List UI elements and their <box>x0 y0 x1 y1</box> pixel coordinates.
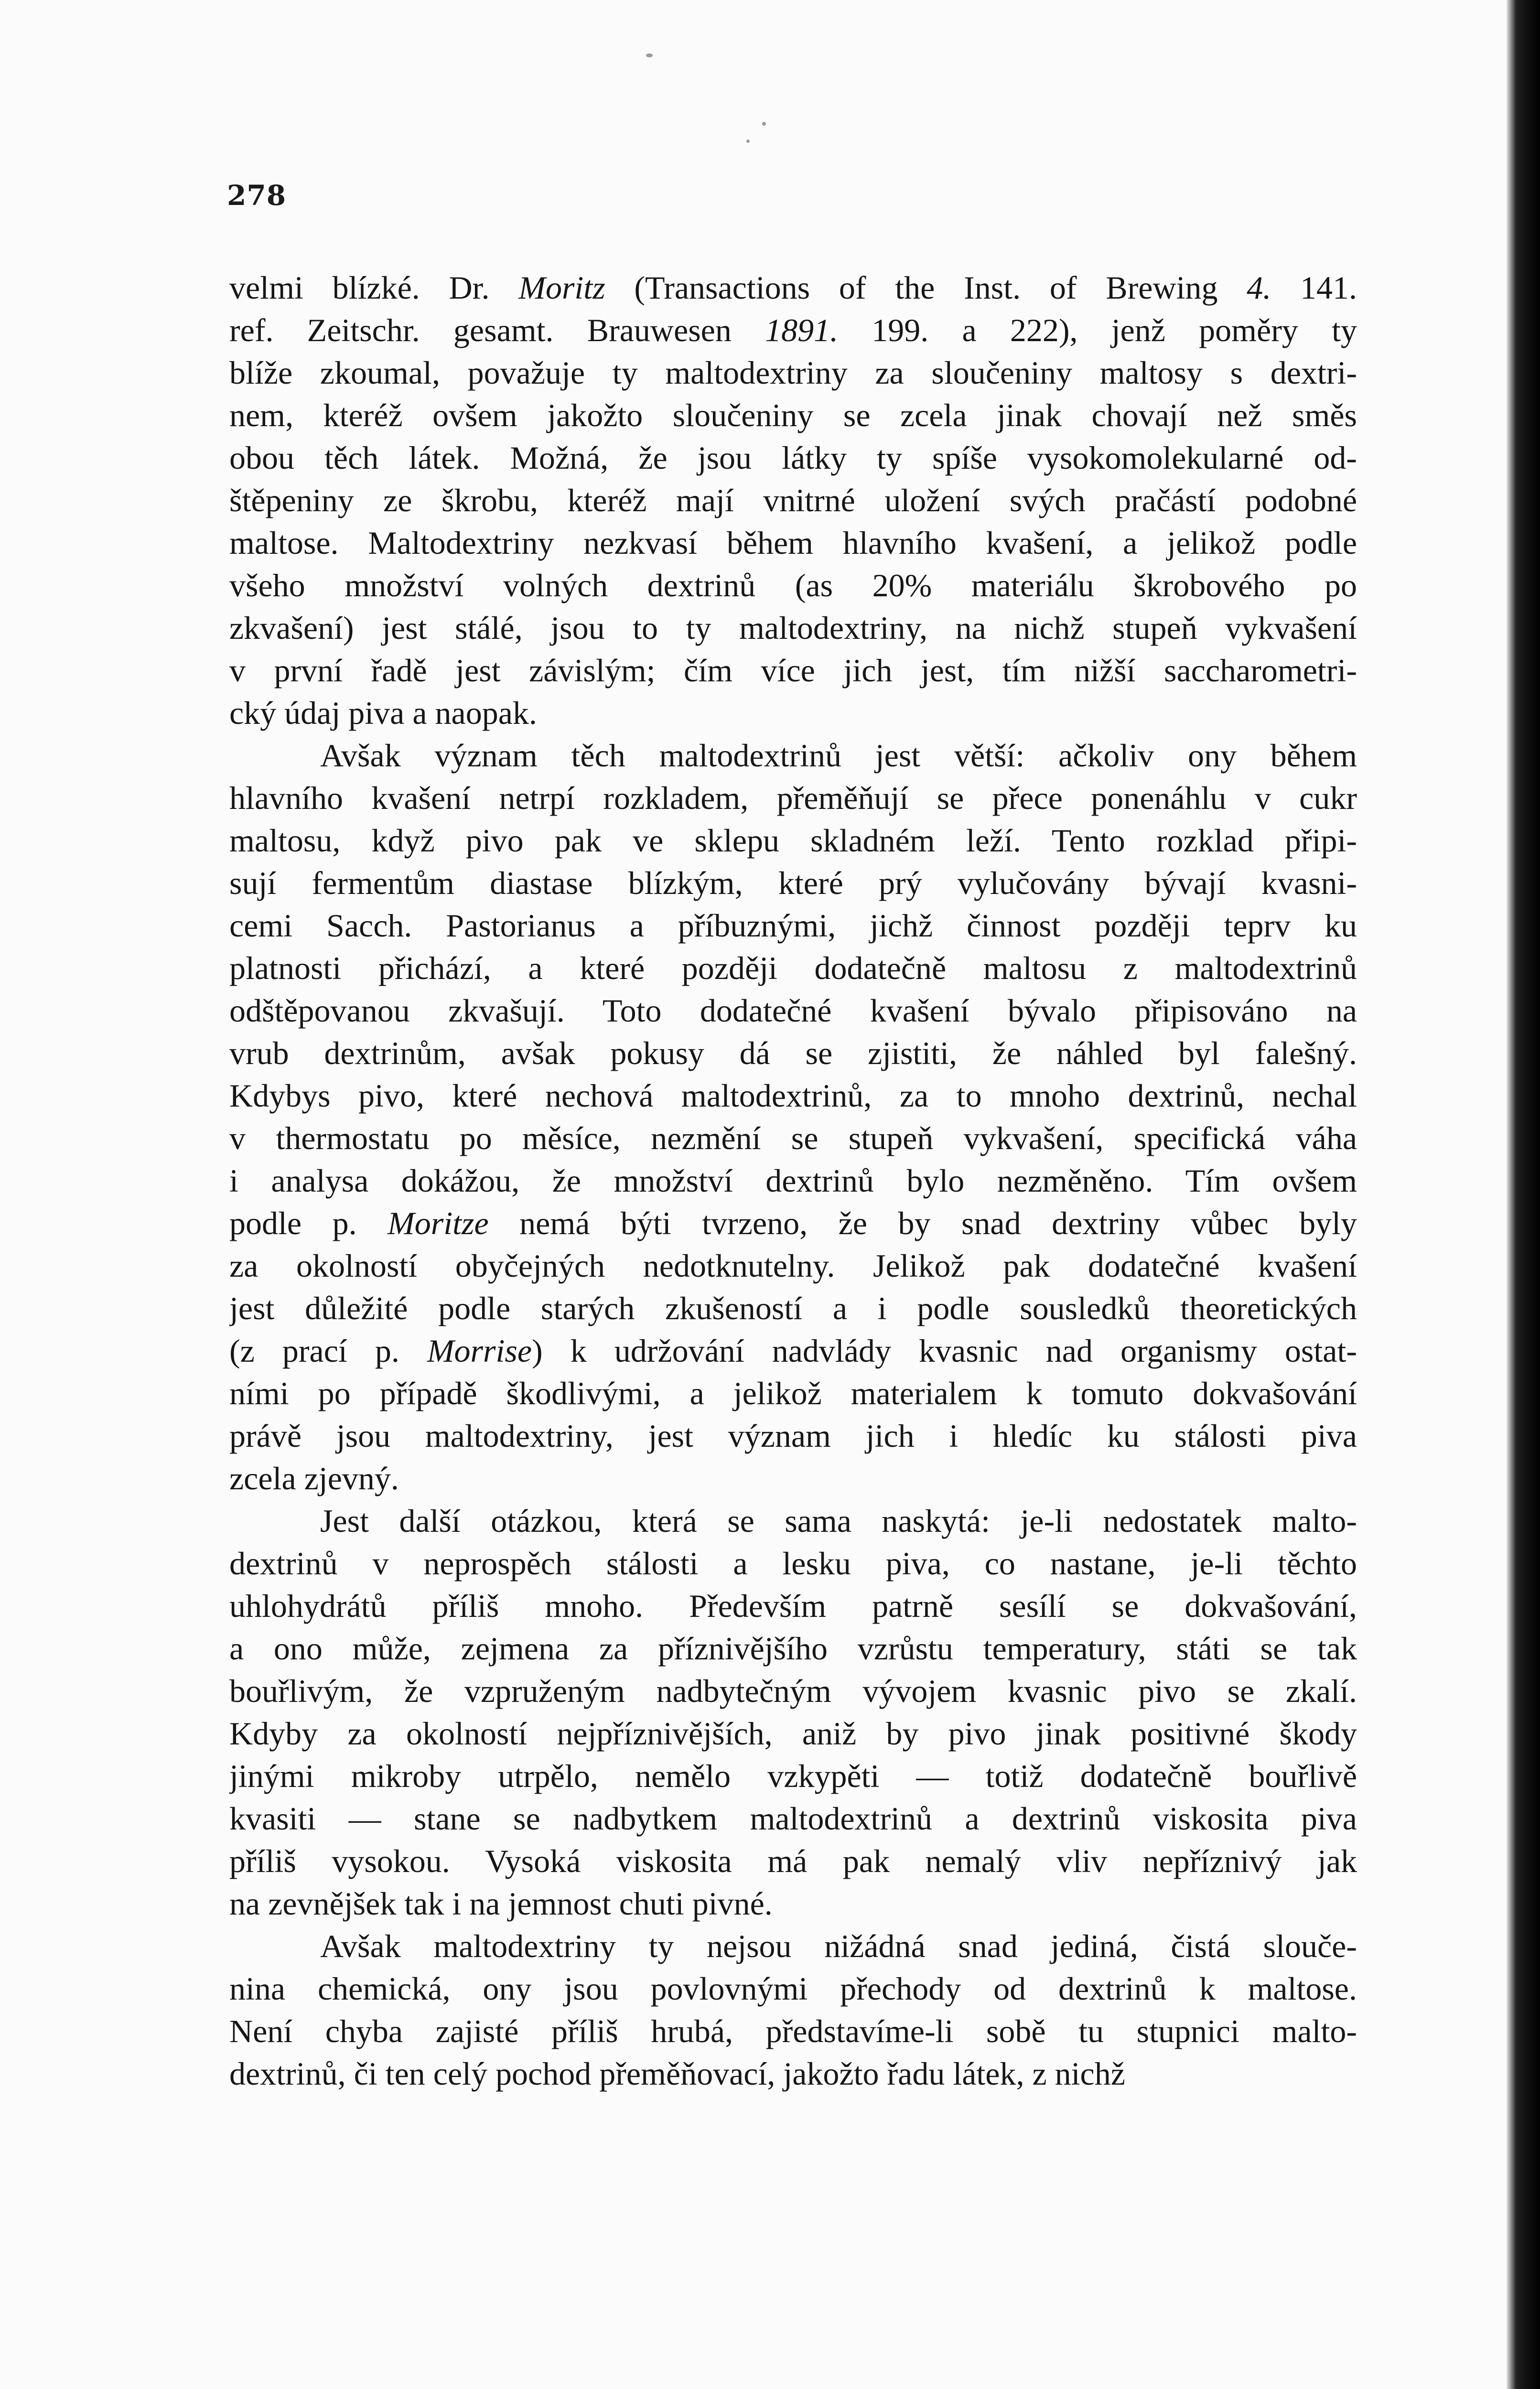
text-line: ními po případě škodlivými, a jelikož materialem k tomuto dokvašování <box>229 1375 1357 1411</box>
text-line: velmi blízké. Dr. Moritz (Transactions of the Inst. of Brewing 4. 141. <box>229 269 1357 306</box>
text-line: jinými mikroby utrpělo, nemělo vzkypěti — totiž dodatečně bouřlivě <box>229 1758 1357 1794</box>
text-line: Kdybys pivo, které nechová maltodextrinů, za to mnoho dextrinů, nechal <box>229 1077 1357 1114</box>
text-line: nina chemická, ony jsou povlovnými přechody od dextrinů k maltose. <box>229 1970 1357 2007</box>
text-line: v první řadě jest závislým; čím více jich jest, tím nižší saccharometri- <box>229 652 1357 689</box>
text-line: v thermostatu po měsíce, nezmění se stupeň vykvašení, specifická váha <box>229 1120 1357 1156</box>
text-line: vrub dextrinům, avšak pokusy dá se zjistiti, že náhled byl falešný. <box>229 1035 1357 1071</box>
dust-speck <box>646 54 653 57</box>
text-line: (z prací p. Morrise) k udržování nadvlády kvasnic nad organismy ostat- <box>229 1333 1357 1369</box>
dust-speck <box>746 140 750 143</box>
text-line: příliš vysokou. Vysoká viskosita má pak nemalý vliv nepříznivý jak <box>229 1843 1357 1879</box>
text-line: i analysa dokážou, že množství dextrinů bylo nezměněno. Tím ovšem <box>229 1162 1357 1199</box>
page-number: 278 <box>227 179 287 212</box>
text-line: Jest další otázkou, která se sama naskytá: je-li nedostatek malto- <box>320 1503 1357 1539</box>
text-line: odštěpovanou zkvašují. Toto dodatečné kvašení bývalo připisováno na <box>229 992 1357 1029</box>
text-line: nem, kteréž ovšem jakožto sloučeniny se zcela jinak chovají než směs <box>229 397 1357 433</box>
text-line: blíže zkoumal, považuje ty maltodextriny za sloučeniny maltosy s dextri- <box>229 355 1357 391</box>
text-line: dextrinů v neprospěch stálosti a lesku piva, co nastane, je-li těchto <box>229 1545 1357 1582</box>
text-line: sují fermentům diastase blízkým, které prý vylučovány bývají kvasni- <box>229 865 1357 901</box>
text-line: bouřlivým, že vzpruženým nadbytečným vývojem kvasnic pivo se zkalí. <box>229 1673 1357 1709</box>
text-line: právě jsou maltodextriny, jest význam jich i hledíc ku stálosti piva <box>229 1418 1357 1454</box>
text-line: cemi Sacch. Pastorianus a příbuznými, jichž činnost později teprv ku <box>229 907 1357 944</box>
text-line: za okolností obyčejných nedotknutelny. Jelikož pak dodatečné kvašení <box>229 1248 1357 1284</box>
text-line: podle p. Moritze nemá býti tvrzeno, že by snad dextriny vůbec byly <box>229 1205 1357 1241</box>
paragraph <box>229 734 1357 1500</box>
text-line: hlavního kvašení netrpí rozkladem, přeměňují se přece ponenáhlu v cukr <box>229 780 1357 816</box>
text-line: Kdyby za okolností nejpříznivějších, aniž by pivo jinak positivné škody <box>229 1715 1357 1752</box>
text-line: Avšak maltodextriny ty nejsou nižádná snad jediná, čistá slouče- <box>320 1928 1357 1964</box>
text-line: na zevnějšek tak i na jemnost chuti pivné. <box>229 1885 773 1922</box>
text-line: a ono může, zejmena za příznivějšího vzrůstu temperatury, státi se tak <box>229 1630 1357 1667</box>
text-line: štěpeniny ze škrobu, kteréž mají vnitrné uložení svých pračástí podobné <box>229 482 1357 518</box>
text-line: maltosu, když pivo pak ve sklepu skladném leží. Tento rozklad připi- <box>229 822 1357 859</box>
text-line: ref. Zeitschr. gesamt. Brauwesen 1891. 199. a 222), jenž poměry ty <box>229 312 1357 348</box>
text-line: zcela zjevný. <box>229 1460 399 1496</box>
text-line: Není chyba zajisté příliš hrubá, představíme-li sobě tu stupnici malto- <box>229 2013 1357 2049</box>
text-line: jest důležité podle starých zkušeností a i podle sousledků theoretických <box>229 1290 1357 1326</box>
text-line: platnosti přichází, a které později dodatečně maltosu z maltodextrinů <box>229 950 1357 986</box>
text-line: obou těch látek. Možná, že jsou látky ty spíše vysokomolekularné od- <box>229 440 1357 476</box>
dust-speck <box>762 122 766 126</box>
text-line: zkvašení) jest stálé, jsou to ty maltodextriny, na nichž stupeň vykvašení <box>229 610 1357 646</box>
text-line: maltose. Maltodextriny nezkvasí během hlavního kvašení, a jelikož podle <box>229 525 1357 561</box>
text-line: cký údaj piva a naopak. <box>229 695 537 731</box>
text-line: kvasiti — stane se nadbytkem maltodextrinů a dextrinů viskosita piva <box>229 1800 1357 1837</box>
paragraph <box>229 1925 1357 2095</box>
text-line: Avšak význam těch maltodextrinů jest větší: ačkoliv ony během <box>320 737 1357 774</box>
text-line: dextrinů, či ten celý pochod přeměňovací, jakožto řadu látek, z nichž <box>229 2055 1125 2092</box>
text-line: všeho množství volných dextrinů (as 20% materiálu škrobového po <box>229 567 1357 603</box>
page-edge-shadow <box>1507 0 1540 2389</box>
text-line: uhlohydrátů příliš mnoho. Především patrně sesílí se dokvašování, <box>229 1588 1357 1624</box>
paragraph <box>229 1500 1357 1925</box>
body-text <box>229 267 1357 2095</box>
paragraph <box>229 267 1357 734</box>
